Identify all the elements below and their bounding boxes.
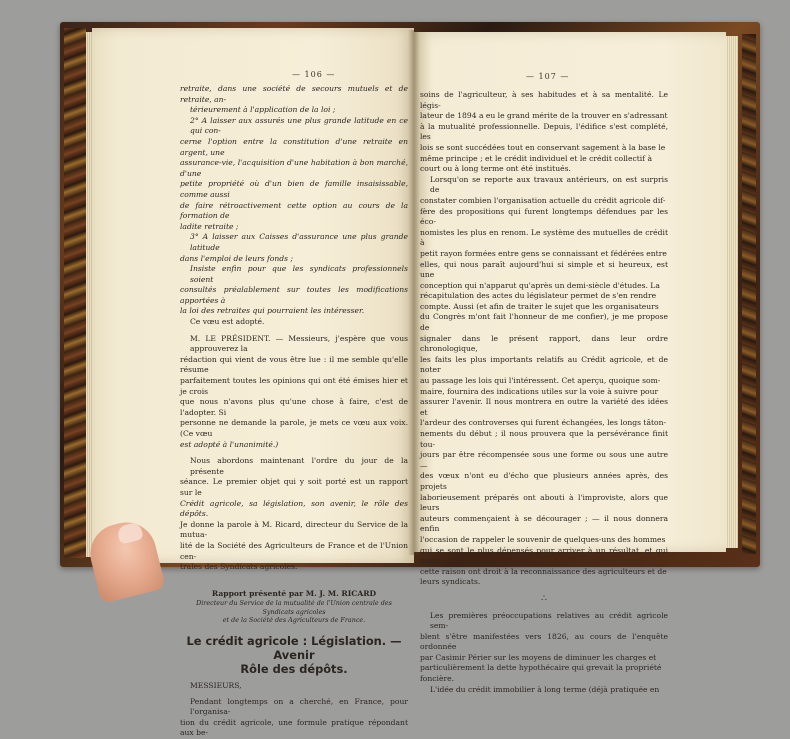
text-line: des vœux n'ont eu d'écho que plusieurs années après, des projets (420, 471, 668, 491)
text-line: leurs syndicats. (420, 577, 481, 587)
salutation: MESSIEURS, (190, 680, 242, 690)
text-line: assurer l'avenir. Il nous montrera en outre la variété des idées et (420, 397, 668, 417)
text-line: l'ardeur des controverses qui furent échangées, les longs tâton- (420, 418, 667, 428)
text-line: lateur de 1894 a eu le grand mérite de la trouver en s'adressant (420, 111, 668, 121)
text-line: personne ne demande la parole, je mets ce vœu aux voix. (Ce vœu (180, 418, 408, 438)
text-line: laborieusement préparés ont abouti à l'improviste, alors que leurs (420, 492, 668, 513)
text-line: lois se sont succédées tout en conservant sagement à la base le (420, 142, 666, 152)
text-line: L'idée du crédit immobilier à long terme (déjà pratiquée en (430, 684, 660, 694)
text-line: par Casimir Périer sur les moyens de diminuer les charges et (420, 652, 657, 662)
text-line: trales des Syndicats agricoles. (180, 562, 298, 572)
text-line: petite propriété où d'un bien de famille insaisissable, comme aussi (180, 179, 408, 199)
text-line: l'occasion de rappeler le souvenir de quelques-uns des hommes (420, 534, 666, 544)
text-line: 2° A laisser aux assurés une plus grande latitude en ce qui con- (190, 115, 408, 136)
text-line: soins de l'agriculteur, à ses habitudes et à sa mentalité. Le légis- (420, 90, 668, 110)
text-line: fère des propositions qui furent longtemps défendues par les éco- (420, 206, 668, 227)
text-line: Crédit agricole, sa législation, son avenir, le rôle des dépôts. (180, 498, 408, 519)
text-line: Lorsqu'on se reporte aux travaux antérieurs, on est surpris de (430, 174, 668, 195)
text-line: Je donne la parole à M. Ricard, directeur du Service de la mutua- (180, 519, 408, 540)
left-text-block-top (180, 84, 408, 317)
rapport-title: Rapport présenté par M. J. M. RICARD (211, 588, 377, 598)
right-page-stack (724, 36, 738, 548)
text-line: dans l'emploi de leurs fonds ; (180, 253, 294, 263)
text-line: foncière. (420, 674, 454, 684)
text-line: parfaitement toutes les opinions qui ont été émises hier et je crois (180, 376, 408, 396)
text-line: récapitulation des actes du législateur permet de s'en rendre (420, 291, 657, 301)
text-line: ladite retraite ; (180, 221, 239, 231)
text-line: jours par être récompensée sous une forme ou sous une autre — (420, 450, 668, 470)
text-line: elles, qui nous paraît aujourd'hui si simple et si heureux, est une (420, 259, 668, 280)
text-line: M. LE PRÉSIDENT. — Messieurs, j'espère que vous approuverez la (190, 333, 408, 354)
section-heading-2: Rôle des dépôts. (240, 661, 348, 676)
marbled-endpaper-right (742, 34, 756, 554)
text-line: consultés préalablement sur toutes les modifications apportées à (180, 285, 408, 305)
text-line: retraite, dans une société de secours mutuels et de retraite, an- (180, 84, 408, 104)
text-line: séance. Le premier objet qui y soit porté est un rapport sur le (180, 477, 408, 497)
text-line: compte. Aussi (et afin de traiter le sujet que les organisateurs (420, 301, 659, 311)
text-line: térieurement à l'application de la loi ; (190, 105, 336, 115)
right-page-number: — 107 — (526, 72, 570, 81)
text-line: les faits les plus importants relatifs au Crédit agricole, et de noter (420, 354, 668, 375)
text-line: signaler dans le présent rapport, dans leur ordre chronologique, (420, 333, 668, 354)
text-line: Insiste enfin pour que les syndicats professionnels soient (190, 264, 408, 284)
marbled-endpaper-left (64, 28, 86, 558)
text-line: Pendant longtemps on a cherché, en France, pour l'organisa- (190, 696, 408, 717)
text-line: cerne l'option entre la constitution d'une retraite en argent, une (180, 136, 408, 157)
text-line: conception qui n'apparut qu'après un demi-siècle d'études. La (420, 280, 660, 290)
text-line: Ce vœu est adopté. (190, 317, 265, 327)
text-line: tion du crédit agricole, une formule pratique répondant aux be- (180, 717, 408, 738)
text-line: maire, fournira des indications utiles sur la voie à suivre pour (420, 386, 659, 396)
text-line: Les premières préoccupations relatives au crédit agricole sem- (430, 610, 668, 631)
text-line: que nous n'avons plus qu'une chose à faire, c'est de l'adopter. Si (180, 397, 408, 417)
text-line: de faire rétroactivement cette option au cours de la formation de (180, 200, 408, 221)
left-page-text (180, 84, 408, 739)
text-line: à la mutualité professionnelle. Depuis, l'édifice s'est complété, les (420, 121, 668, 142)
text-line: nements du début ; il nous prouvera que la persévérance finit tou- (420, 429, 668, 449)
text-line: même principe ; et le crédit individuel et le crédit collectif à (420, 153, 652, 163)
text-line: qui se sont le plus dépensés pour arriver à un résultat, et qui pour (420, 545, 668, 566)
text-line: du Congrès m'ont fait l'honneur de me confier), je me propose de (420, 312, 668, 333)
book-gutter (408, 30, 420, 555)
text-line: blent s'être manifestées vers 1826, au cours de l'enquête ordonnée (420, 631, 668, 652)
text-line: petit rayon formées entre gens se connaissant et fédérées entre (420, 248, 667, 258)
section-heading-1: Le crédit agricole : Législation. — Avenir (186, 633, 402, 662)
text-line: au passage les lois qui l'intéressent. Cet aperçu, quoique som- (420, 376, 661, 386)
left-page-number: — 106 — (292, 70, 336, 79)
section-separator: ∴ (541, 593, 547, 604)
text-line: assurance-vie, l'acquisition d'une habitation à bon marché, d'une (180, 158, 408, 178)
text-line: lité de la Société des Agriculteurs de France et de l'Union cen- (180, 540, 408, 561)
text-line: cette raison ont droit à la reconnaissance des agriculteurs et de (420, 566, 667, 576)
text-line: particulièrement la dette hypothécaire qui grevait la propriété (420, 663, 662, 673)
right-page-text (420, 90, 668, 695)
text-line: nomistes les plus en renom. Le système des mutuelles de crédit à (420, 227, 668, 248)
text-line: Nous abordons maintenant l'ordre du jour de la présente (190, 456, 408, 476)
text-line: rédaction qui vient de vous être lue : il me semble qu'elle résume (180, 354, 408, 375)
text-line: constater combien l'organisation actuelle du crédit agricole dif- (420, 195, 666, 205)
text-line: est adopté à l'unanimité.) (180, 439, 279, 449)
rapport-subtitle-1: Directeur du Service de la mutualité de l'Union centrale des Syndicats agricoles (196, 599, 392, 616)
text-line: auteurs commençaient à se décourager ; — il nous donnera enfin (420, 513, 668, 534)
text-line: court ou à long terme ont été institués. (420, 164, 571, 174)
rapport-subtitle-2: et de la Société des Agriculteurs de France. (222, 615, 366, 624)
text-line: 3° A laisser aux Caisses d'assurance une plus grande latitude (190, 232, 408, 252)
text-line: la loi des retraites qui pourraient les intéresser. (180, 306, 365, 316)
